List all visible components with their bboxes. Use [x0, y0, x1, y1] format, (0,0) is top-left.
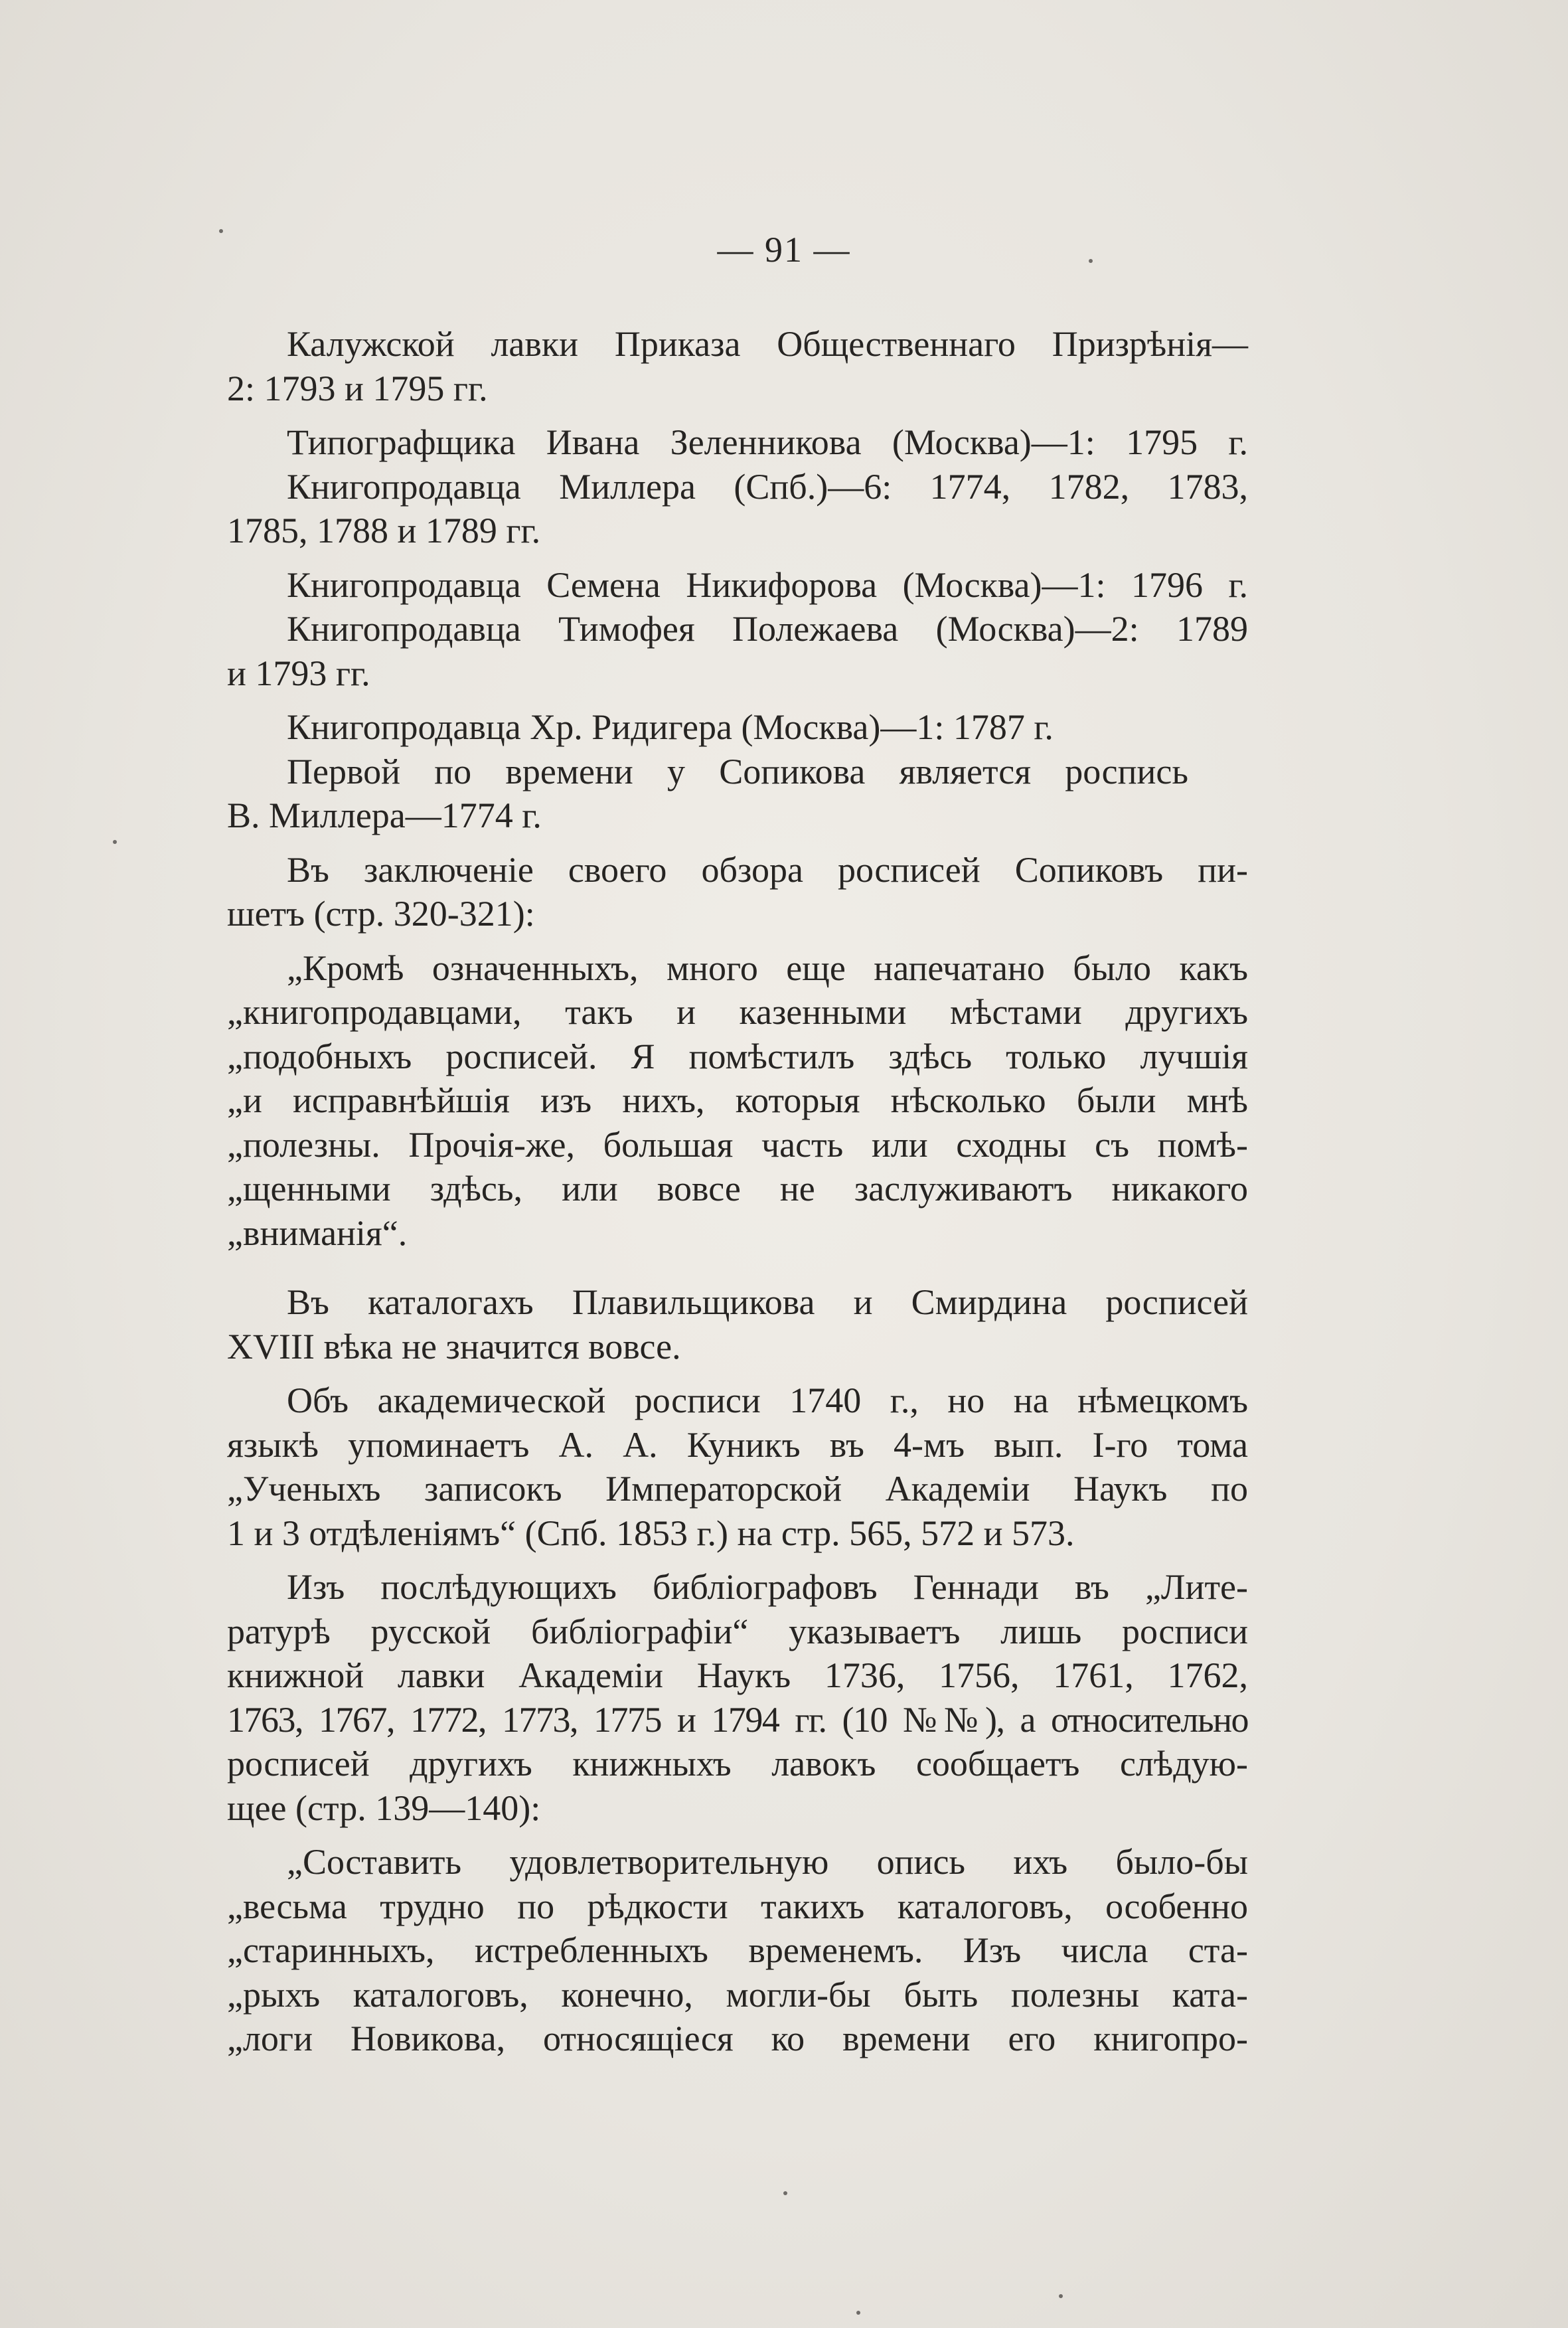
- page-number: — 91 —: [717, 230, 851, 270]
- text-line: „подобныхъ росписей. Я помѣстилъ здѣсь только лучшія: [227, 1036, 1248, 1076]
- body-text: [167, 322, 1248, 2061]
- text-line: В. Миллера—1774 г.: [227, 795, 542, 835]
- paragraph: [167, 563, 1248, 608]
- paragraph: [167, 705, 1248, 750]
- quote-paragraph: [167, 946, 1248, 1256]
- text-line: „Кромѣ означенныхъ, много еще напечатано было какъ: [287, 948, 1248, 988]
- paragraph: [167, 1378, 1248, 1555]
- text-line: „и исправнѣйшія изъ нихъ, которыя нѣсколько были мнѣ: [227, 1080, 1248, 1120]
- text-line: „щенными здѣсь, или вовсе не заслуживаютъ никакого: [227, 1169, 1248, 1208]
- paragraph: [167, 750, 1248, 838]
- text-line: „Составить удовлетворительную опись ихъ было-бы: [287, 1842, 1248, 1882]
- paragraph: [167, 1565, 1248, 1830]
- text-line: ратурѣ русской библіографіи“ указываетъ лишь росписи: [227, 1611, 1248, 1651]
- paragraph: [167, 1280, 1248, 1369]
- text-line: щее (стр. 139—140):: [227, 1788, 541, 1828]
- text-line: Въ заключеніе своего обзора росписей Сопиковъ пи-: [287, 849, 1248, 890]
- text-line: книжной лавки Академіи Наукъ 1736, 1756, 1761, 1762,: [227, 1655, 1248, 1695]
- paragraph: [167, 420, 1248, 465]
- text-line: Книгопродавца Хр. Ридигера (Москва)—1: 1787 г.: [287, 707, 1054, 747]
- text-line: „старинныхъ, истребленныхъ временемъ. Изъ числа ста-: [227, 1930, 1248, 1970]
- text-line: „весьма трудно по рѣдкости такихъ каталоговъ, особенно: [227, 1886, 1248, 1926]
- scan-speck: [219, 229, 223, 233]
- paragraph: [167, 848, 1248, 936]
- text-line: XVIII вѣка не значится вовсе.: [227, 1326, 681, 1367]
- text-line: Типографщика Ивана Зеленникова (Москва)—1: 1795 г.: [287, 422, 1248, 462]
- scan-speck: [783, 2191, 787, 2195]
- text-line: 1763, 1767, 1772, 1773, 1775 и 1794 гг. (10 №№), а относительно: [227, 1699, 1248, 1740]
- paragraph: [167, 322, 1248, 410]
- text-line: языкѣ упоминаетъ А. А. Куникъ въ 4-мъ вып. I-го тома: [227, 1424, 1248, 1465]
- text-line: Въ каталогахъ Плавильщикова и Смирдина росписей: [287, 1282, 1248, 1322]
- text-line: росписей другихъ книжныхъ лавокъ сообщаетъ слѣдую-: [227, 1744, 1248, 1784]
- text-line: Изъ послѣдующихъ библіографовъ Геннади въ „Лите-: [287, 1567, 1248, 1607]
- text-line: Книгопродавца Миллера (Спб.)—6: 1774, 1782, 1783,: [287, 466, 1248, 507]
- text-line: Книгопродавца Семена Никифорова (Москва)—1: 1796 г.: [287, 564, 1248, 605]
- text-line: и 1793 гг.: [227, 653, 370, 693]
- paragraph: [167, 607, 1248, 695]
- text-line: шетъ (стр. 320-321):: [227, 894, 535, 934]
- text-line: „книгопродавцами, такъ и казенными мѣстами другихъ: [227, 992, 1248, 1032]
- text-line: „полезны. Прочія-же, большая часть или сходны съ помѣ-: [227, 1124, 1248, 1165]
- text-line: Калужской лавки Приказа Общественнаго Призрѣнія—: [287, 324, 1248, 364]
- scan-speck: [856, 2311, 860, 2315]
- scan-speck: [1089, 259, 1093, 263]
- text-line: 2: 1793 и 1795 гг.: [227, 368, 488, 408]
- text-line: Первой по времени у Сопикова является роспись: [287, 751, 1188, 791]
- text-line: „рыхъ каталоговъ, конечно, могли-бы быть полезны ката-: [227, 1974, 1248, 2015]
- text-line: Книгопродавца Тимофея Полежаева (Москва)—2: 1789: [287, 609, 1248, 649]
- quote-paragraph: [167, 1840, 1248, 2061]
- scan-speck: [113, 840, 117, 844]
- text-line: 1785, 1788 и 1789 гг.: [227, 511, 541, 550]
- text-line: „Ученыхъ записокъ Императорской Академіи Наукъ по: [227, 1469, 1248, 1509]
- scan-speck: [1059, 2294, 1063, 2298]
- text-line: „вниманія“.: [227, 1212, 408, 1253]
- text-line: „логи Новикова, относящіеся ко времени его книгопро-: [227, 2019, 1248, 2058]
- paragraph: [167, 465, 1248, 553]
- text-line: Объ академической росписи 1740 г., но на нѣмецкомъ: [287, 1380, 1248, 1420]
- text-line: 1 и 3 отдѣленіямъ“ (Спб. 1853 г.) на стр. 565, 572 и 573.: [227, 1513, 1075, 1553]
